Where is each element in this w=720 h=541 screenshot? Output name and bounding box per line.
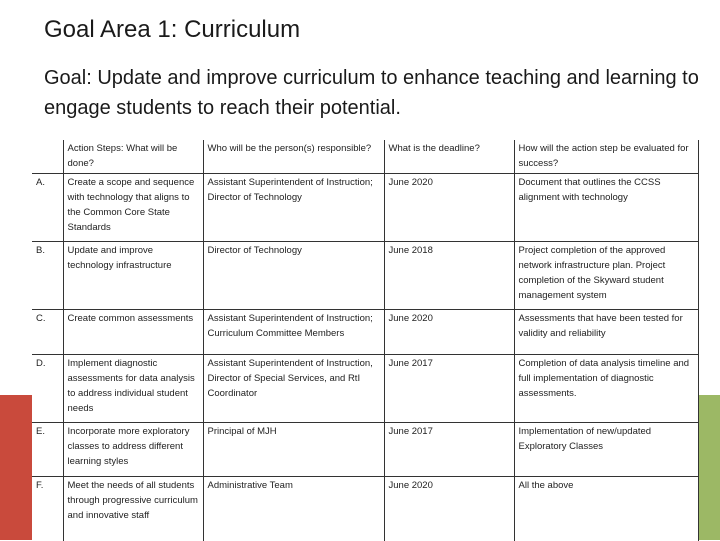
evaluation-cell: Implementation of new/updated Exploratory Classes: [514, 423, 698, 477]
table-header-row: [32, 140, 698, 174]
table-row: [32, 355, 698, 423]
goal-statement: Goal: Update and improve curriculum to enhance teaching and learning to engage students to reach their potential.: [44, 67, 699, 119]
row-letter: B.: [32, 242, 63, 310]
action-step-cell: Update and improve technology infrastructure: [63, 242, 203, 310]
header-letter-cell: [32, 140, 63, 174]
action-step-cell: Create a scope and sequence with technology that aligns to the Common Core State Standards: [63, 174, 203, 242]
row-letter: A.: [32, 174, 63, 242]
action-step-cell: Meet the needs of all students through progressive curriculum and innovative staff: [63, 477, 203, 541]
responsible-cell: Assistant Superintendent of Instruction; Curriculum Committee Members: [203, 310, 384, 355]
action-step-cell: Incorporate more exploratory classes to address different learning styles: [63, 423, 203, 477]
evaluation-cell: Project completion of the approved network infrastructure plan. Project completion of the Skyward student management system: [514, 242, 698, 310]
responsible-cell: Administrative Team: [203, 477, 384, 541]
deadline-cell: June 2018: [384, 242, 514, 310]
deadline-cell: June 2017: [384, 355, 514, 423]
header-action-steps: Action Steps: What will be done?: [63, 140, 203, 174]
table-row: [32, 423, 698, 477]
slide-title: Goal Area 1: Curriculum: [44, 16, 301, 43]
row-letter: F.: [32, 477, 63, 541]
header-responsible: Who will be the person(s) responsible?: [203, 140, 384, 174]
responsible-cell: Director of Technology: [203, 242, 384, 310]
deadline-cell: June 2017: [384, 423, 514, 477]
table-row: [32, 174, 698, 242]
deadline-cell: June 2020: [384, 310, 514, 355]
row-letter: C.: [32, 310, 63, 355]
action-step-cell: Implement diagnostic assessments for data analysis to address individual student needs: [63, 355, 203, 423]
evaluation-cell: All the above: [514, 477, 698, 541]
evaluation-cell: Completion of data analysis timeline and full implementation of diagnostic assessments.: [514, 355, 698, 423]
evaluation-cell: Document that outlines the CCSS alignment with technology: [514, 174, 698, 242]
header-evaluation: How will the action step be evaluated for success?: [514, 140, 698, 174]
evaluation-cell: Assessments that have been tested for validity and reliability: [514, 310, 698, 355]
responsible-cell: Assistant Superintendent of Instruction, Director of Special Services, and RtI Coordinator: [203, 355, 384, 423]
row-letter: D.: [32, 355, 63, 423]
deadline-cell: June 2020: [384, 174, 514, 242]
table-row: [32, 242, 698, 310]
responsible-cell: Principal of MJH: [203, 423, 384, 477]
row-letter: E.: [32, 423, 63, 477]
header-deadline: What is the deadline?: [384, 140, 514, 174]
deadline-cell: June 2020: [384, 477, 514, 541]
action-plan-table: [32, 140, 699, 541]
action-step-cell: Create common assessments: [63, 310, 203, 355]
responsible-cell: Assistant Superintendent of Instruction; Director of Technology: [203, 174, 384, 242]
table-row: [32, 310, 698, 355]
table-row: [32, 477, 698, 541]
